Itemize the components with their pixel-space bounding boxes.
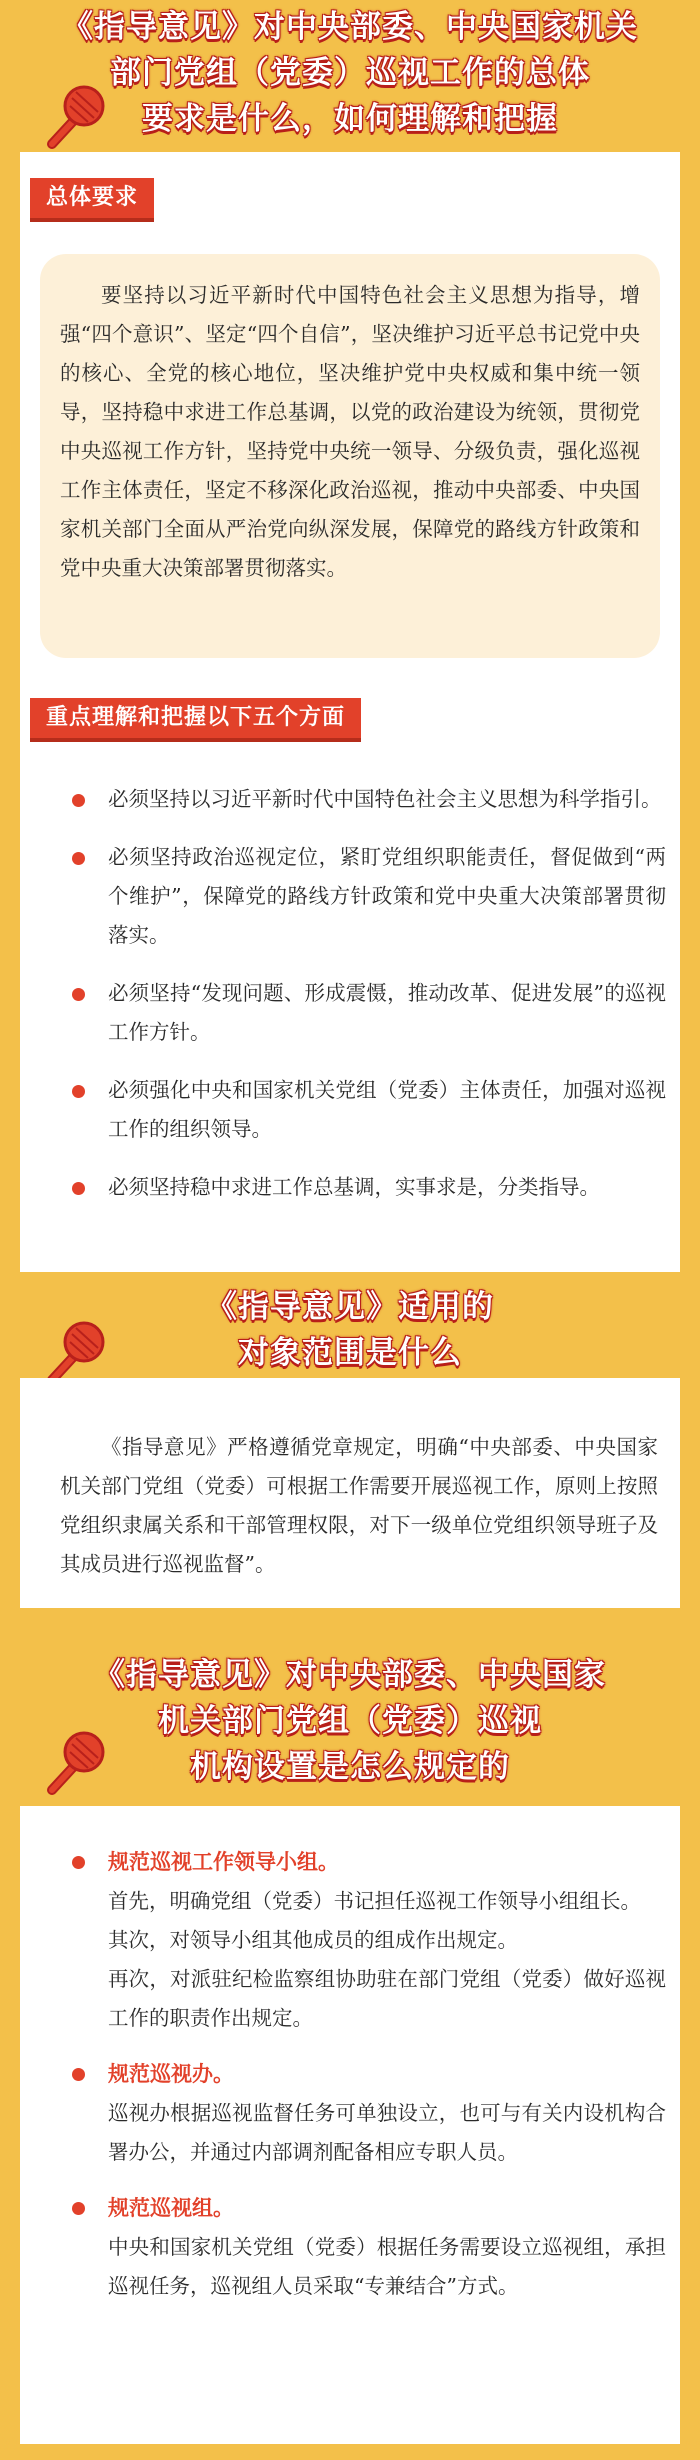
list-item	[66, 974, 666, 1052]
section2-title-line-1: 《指导意见》适用的	[206, 1289, 494, 1325]
item-head: 规范巡视组。	[108, 2196, 234, 2220]
section1-title-line-2: 部门党组（党委）巡视工作的总体	[110, 55, 590, 91]
general-requirements-box	[40, 254, 660, 658]
section1-panel	[20, 152, 680, 1272]
bullet-dot	[72, 2202, 85, 2215]
point-text: 必须坚持稳中求进工作总基调，实事求是，分类指导。	[108, 1175, 600, 1199]
section2-panel	[20, 1378, 680, 1608]
section1-title-line-1: 《指导意见》对中央部委、中央国家机关	[62, 9, 638, 45]
tag-general-requirements: 总体要求	[30, 178, 154, 218]
institution-list	[66, 1842, 666, 2306]
microphone-icon	[36, 80, 112, 156]
scope-text: 《指导意见》严格遵循党章规定，明确“中央部委、中央国家机关部门党组（党委）可根据工作需要开展巡视工作，原则上按照党组织隶属关系和干部管理权限，对下一级单位党组织领导班子及其成员进行巡视监督”。	[60, 1435, 658, 1576]
list-item	[66, 1168, 666, 1207]
point-text: 必须坚持“发现问题、形成震慑，推动改革、促进发展”的巡视工作方针。	[108, 981, 666, 1044]
list-item	[66, 780, 666, 819]
item-para: 再次，对派驻纪检监察组协助驻在部门党组（党委）做好巡视工作的职责作出规定。	[108, 1967, 666, 2030]
list-item	[66, 1071, 666, 1149]
point-text: 必须坚持政治巡视定位，紧盯党组织职能责任，督促做到“两个维护”，保障党的路线方针政策和党中央重大决策部署贯彻落实。	[108, 845, 666, 947]
point-text: 必须坚持以习近平新时代中国特色社会主义思想为科学指引。	[108, 787, 662, 811]
item-head: 规范巡视工作领导小组。	[108, 1850, 339, 1874]
bullet-dot	[72, 852, 85, 865]
item-para: 中央和国家机关党组（党委）根据任务需要设立巡视组，承担巡视任务，巡视组人员采取“专兼结合”方式。	[108, 2235, 666, 2298]
microphone-icon	[36, 1726, 112, 1802]
list-item	[66, 1842, 666, 2038]
general-requirements-text: 要坚持以习近平新时代中国特色社会主义思想为指导，增强“四个意识”、坚定“四个自信”，坚决维护习近平总书记党中央的核心、全党的核心地位，坚决维护党中央权威和集中统一领导，坚持稳中求进工作总基调，以党的政治建设为统领，贯彻党中央巡视工作方针，坚持党中央统一领导、分级负责，强化巡视工作主体责任，坚定不移深化政治巡视，推动中央部委、中央国家机关部门全面从严治党向纵深发展，保障党的路线方针政策和党中央重大决策部署贯彻落实。	[60, 283, 640, 580]
item-para: 首先，明确党组（党委）书记担任巡视工作领导小组组长。	[108, 1889, 641, 1913]
section3-title-line-2: 机关部门党组（党委）巡视	[158, 1703, 542, 1739]
bullet-dot	[72, 1085, 85, 1098]
section3-title-line-3: 机构设置是怎么规定的	[190, 1749, 510, 1785]
bullet-dot	[72, 1182, 85, 1195]
section3-title-line-1: 《指导意见》对中央部委、中央国家	[94, 1657, 606, 1693]
point-text: 必须强化中央和国家机关党组（党委）主体责任，加强对巡视工作的组织领导。	[108, 1078, 666, 1141]
bullet-dot	[72, 988, 85, 1001]
five-aspects-list	[66, 780, 666, 1207]
bullet-dot	[72, 1856, 85, 1869]
bullet-dot	[72, 794, 85, 807]
list-item	[66, 838, 666, 955]
list-item	[66, 2188, 666, 2306]
section1-title-line-3: 要求是什么，如何理解和把握	[142, 101, 558, 137]
section3-panel	[20, 1806, 680, 2444]
section2-title-line-2: 对象范围是什么	[238, 1335, 462, 1371]
item-para: 巡视办根据巡视监督任务可单独设立，也可与有关内设机构合署办公，并通过内部调剂配备相应专职人员。	[108, 2101, 666, 2164]
item-head: 规范巡视办。	[108, 2062, 234, 2086]
tag-five-aspects: 重点理解和把握以下五个方面	[30, 698, 361, 738]
bullet-dot	[72, 2068, 85, 2081]
list-item	[66, 2054, 666, 2172]
item-para: 其次，对领导小组其他成员的组成作出规定。	[108, 1928, 518, 1952]
